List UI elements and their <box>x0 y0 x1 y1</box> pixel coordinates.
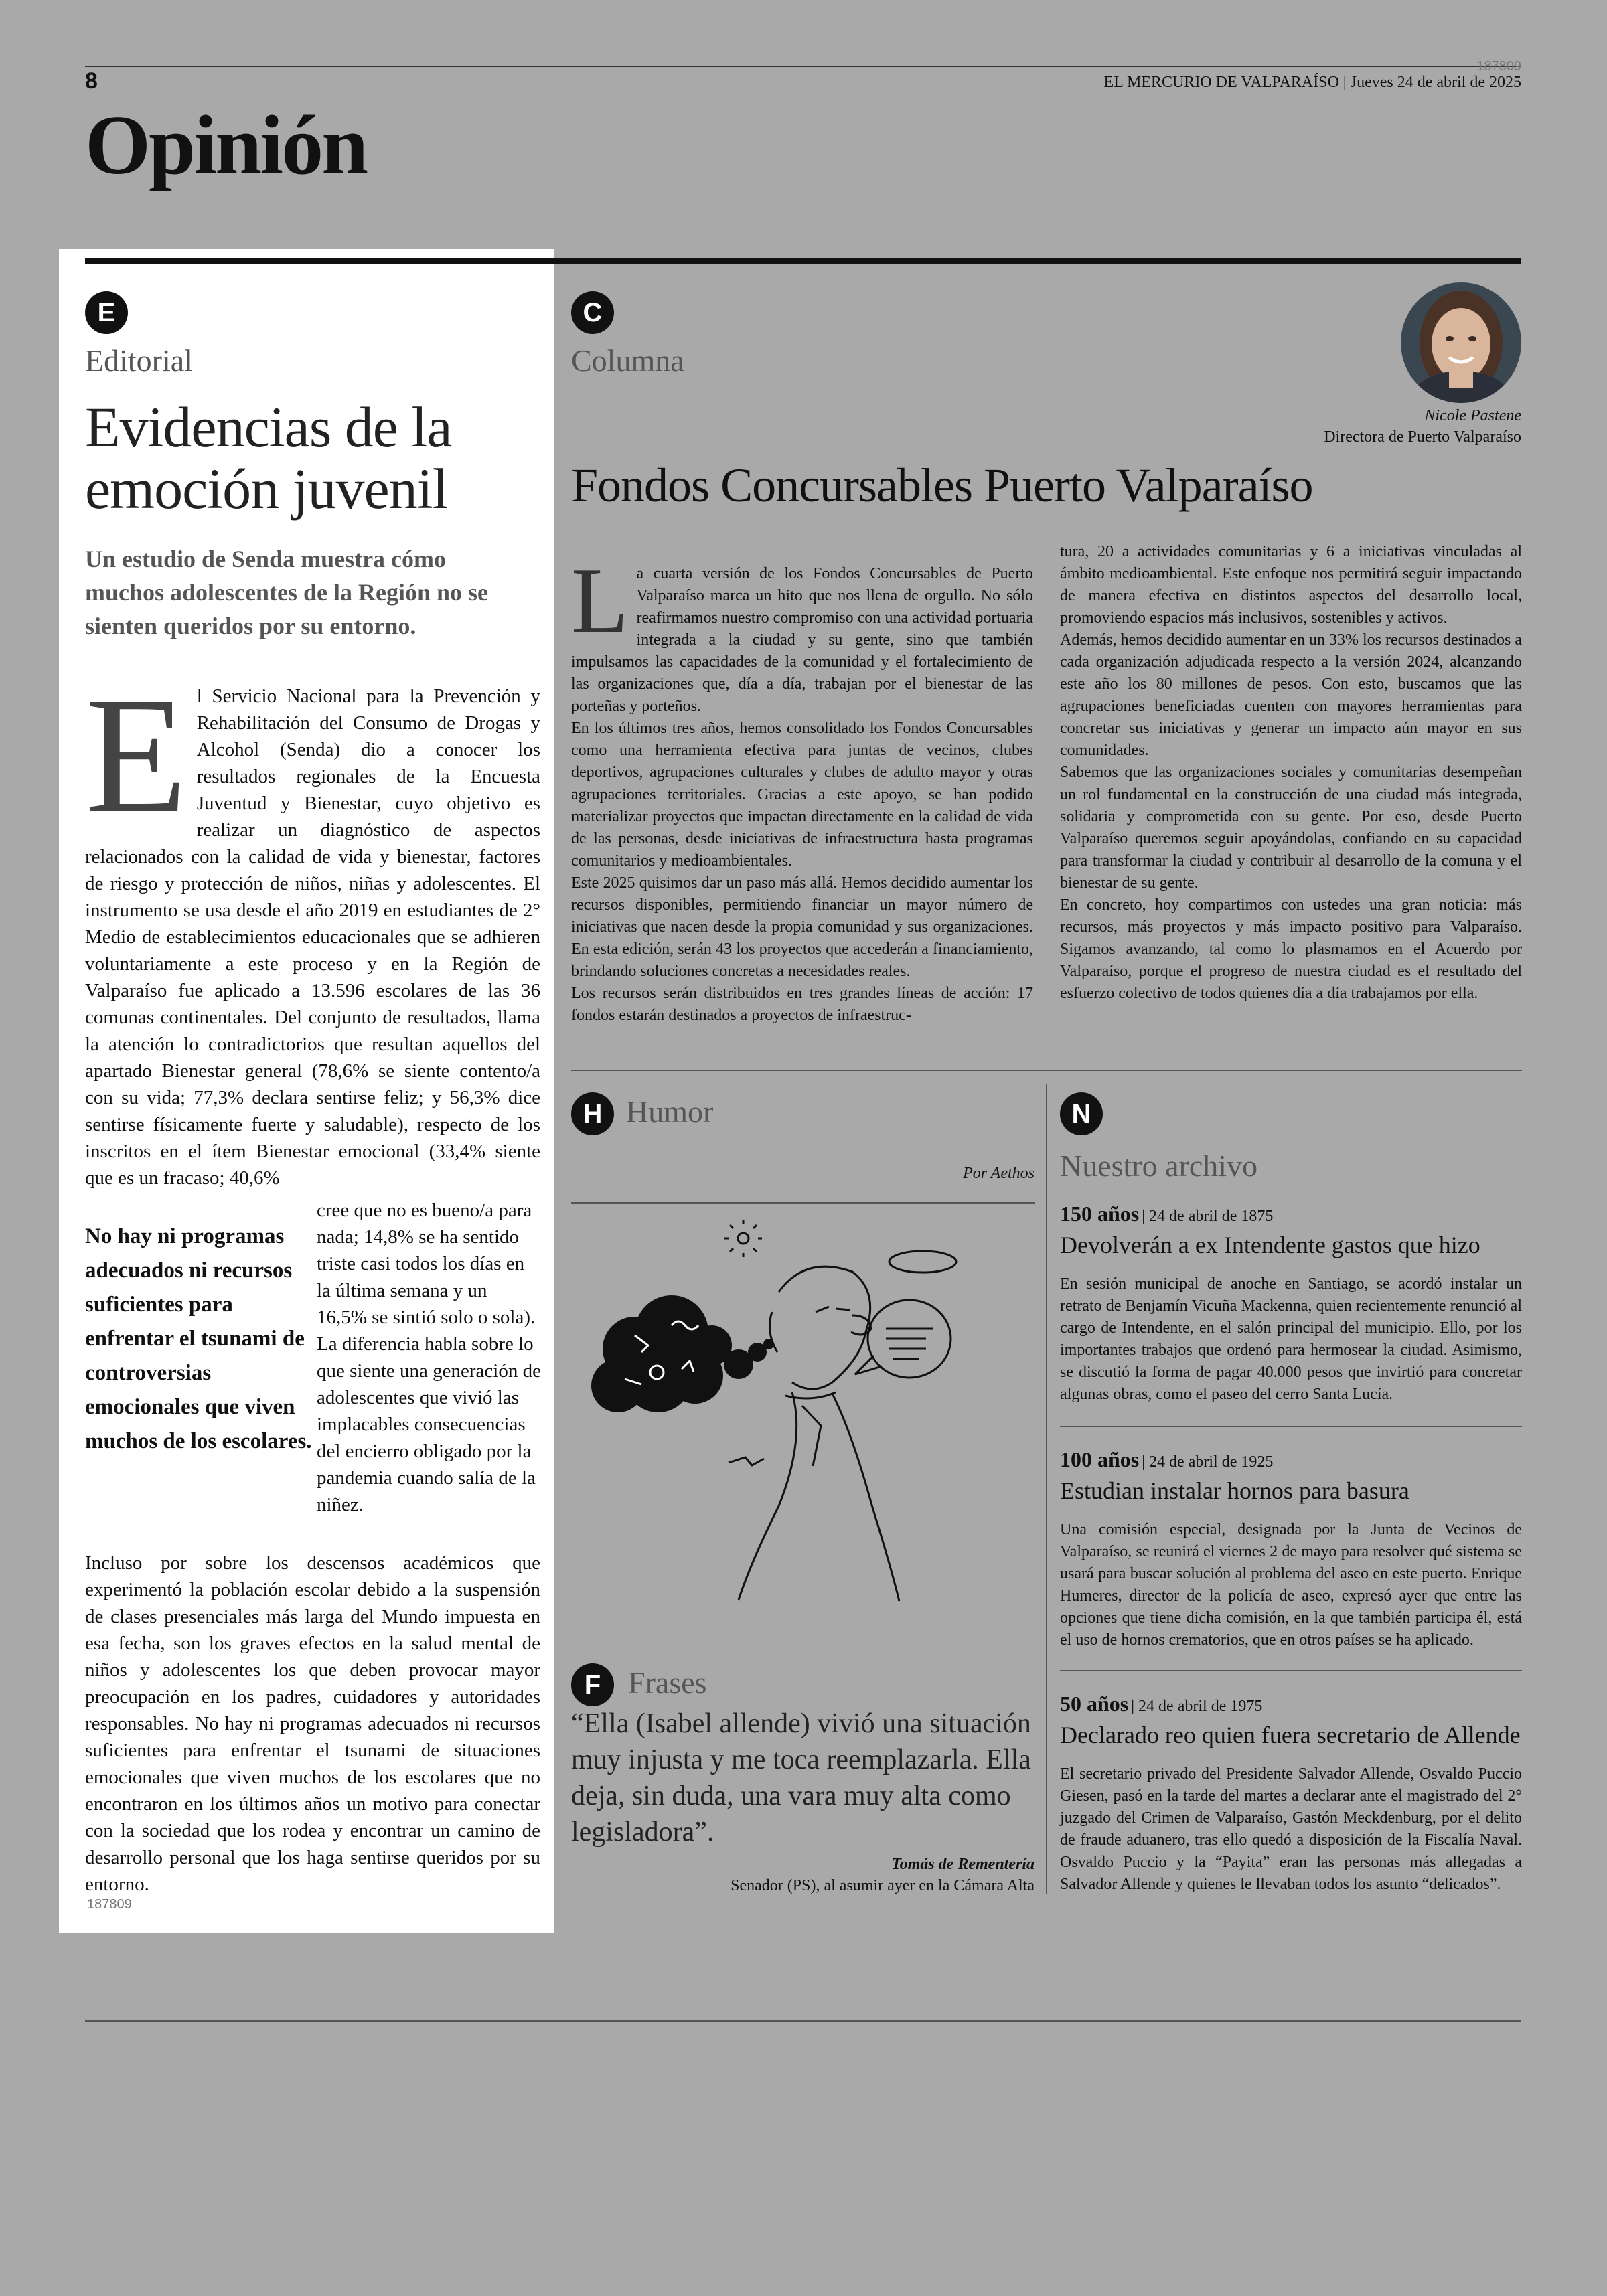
footer-rule <box>85 2020 1521 2022</box>
editorial-body-side: cree que no es bueno/a para nada; 14,8% se ha sentido triste casi todos los días en la última semana y un 16,5% se sintió solo o sola). La diferencia habla sobre lo que siente una generación de adolescentes que vivió las implacables consecuencias del encierro obligado por la pandemia cuando salía de la niñez. <box>317 1200 541 1515</box>
editorial-badge: E <box>85 291 128 334</box>
column-bottom-rule <box>571 1070 1522 1071</box>
column-divider <box>1046 1084 1047 1894</box>
archivo-kicker: Nuestro archivo <box>1060 1149 1258 1183</box>
archivo-item-date: | 24 de abril de 1925 <box>1142 1453 1274 1471</box>
archivo-rule-2 <box>1060 1670 1522 1671</box>
humor-kicker: Humor <box>626 1094 714 1129</box>
humor-rule <box>571 1202 1035 1204</box>
editorial-body-bottom: Incluso por sobre los descensos académicos que experimentó la población escolar debido a la suspensión de clases presenciales más larga del Mundo impuesta en esa fecha, son los graves efectos en la salud mental de niños y adolescentes los que deben provocar mayor preocupación en los padres, cuidadores y autoridades responsables. No hay ni programas adecuados ni recursos suficientes para enfrentar el tsunami de situaciones emocionales que viven muchos de los escolares que no encontraron en los últimos años un motivo para conectar con la sociedad que los rodea y encontrar un camino de desarrollo personal que los haga sentirse queridos por su entorno. <box>85 1552 540 1895</box>
section-title: Opinión <box>85 99 367 192</box>
column-dropcap: L <box>571 549 629 653</box>
editorial-dropcap: E <box>85 663 187 848</box>
archivo-item-date: | 24 de abril de 1875 <box>1142 1208 1274 1225</box>
frases-badge: F <box>571 1663 614 1706</box>
archivo-item-headline: Declarado reo quien fuera secretario de Allende <box>1060 1722 1521 1748</box>
editorial-lead: Un estudio de Senda muestra cómo muchos adolescentes de la Región no se sienten queridos por su entorno. <box>85 546 488 639</box>
archivo-badge: N <box>1060 1092 1103 1135</box>
archivo-item-years: 100 años <box>1060 1447 1140 1471</box>
frases-kicker: Frases <box>628 1665 707 1700</box>
column-author-name: Nicole Pastene <box>1424 407 1521 424</box>
humor-cartoon <box>571 1218 1035 1633</box>
editorial-title: Evidencias de la emoción juvenil <box>85 395 452 521</box>
editorial-pull-quote: No hay ni programas adecuados ni recursos suficientes para enfrentar el tsunami de controversias emocionales que viven muchos de los escolares. <box>85 1224 312 1453</box>
frases-quote: “Ella (Isabel allende) vivió una situación muy injusta y me toca reemplazarla. Ella deja, sin duda, una vara muy alta como legisladora”. <box>571 1708 1031 1848</box>
masthead: EL MERCURIO DE VALPARAÍSO | Jueves 24 de abril de 2025 <box>1103 74 1521 91</box>
editorial-body-top-text: l Servicio Nacional para la Prevención y Rehabilitación del Consumo de Drogas y Alcohol (Senda) dio a conocer los resultados regionales de la Encuesta Juventud y Bienestar, cuyo objetivo es realizar un diagnóstico de aspectos relacionados con la calidad de vida y bienestar, factores de riesgo y protección de niños, niñas y adolescentes. El instrumento se usa desde el año 2019 en estudiantes de 2° Medio de establecimientos educacionales que se adhieren voluntariamente a este proceso y en la Región de Valparaíso fue aplicado a 13.596 escolares de las 36 comunas continentales. Del conjunto de resultados, llama la atención lo contradictorios que resultan aquellos del apartado Bienestar general (78,6% se siente contento/a con su vida; 77,3% declara sentirse feliz; y 56,3% dice sentirse físicamente fuerte y saludable), respecto de los inscritos en el ítem Bienestar emocional (33,4% siente que es un fracaso; 40,6% <box>85 685 540 1189</box>
archivo-item-text: Una comisión especial, designada por la Junta de Vecinos de Valparaíso, se reunirá el viernes 2 de mayo para resolver qué sistema se usará para buscar solución al problema del aseo en este puerto. Enrique Humeres, director de la policía de aseo, expresó ayer que entre las opciones que tiene dicha comisión, en la que también participa él, está el uso de hornos crematorios, que en otros países se ha aplicado. <box>1060 1521 1522 1649</box>
header-id-code: 187809 <box>1476 59 1521 74</box>
archivo-item-2 <box>1060 1447 1522 1651</box>
frases-author: Tomás de Rementería <box>891 1856 1035 1873</box>
archivo-item-text: En sesión municipal de anoche en Santiago, se acordó instalar un retrato de Benjamín Vicuña Mackenna, quien recientemente renunció al cargo de Intendente, en el salón principal del municipio. Ello, por los importantes trabajos que ordenó para hermosear la ciudad. Asimismo, se discutió la forma de pagar 40.000 pesos que invirtió para concretar algunas obras, como el paseo del cerro Santa Lucía. <box>1060 1275 1522 1403</box>
column-right-text: tura, 20 a actividades comunitarias y 6 a iniciativas vinculadas al ámbito medioambiental. Este enfoque nos permitirá seguir impactando de manera efectiva en distintos aspectos del desarrollo local, promoviendo espacios más inclusivos, sostenibles y activos. Además, hemos decidido aumentar en un 33% los recursos destinados a cada organización adjudicada respecto a la versión 2024, alcanzando este año los 80 millones de pesos. Con esto, buscamos que las agrupaciones beneficiadas cuenten con mayores herramientas para concretar sus iniciativas y generar un impacto aún mayor en sus comunidades. Sabemos que las organizaciones sociales y comunitarias desempeñan un rol fundamental en la construcción de una ciudad más integrada, solidaria y comprometida con su gente. Por eso, desde Puerto Valparaíso queremos seguir apoyándolas, confiando en su capacidad para transformar la ciudad y contribuir al desarrollo de la comuna y el bienestar de su gente. En concreto, hoy compartimos con ustedes una gran noticia: más recursos, más proyectos y más impacto positivo para Valparaíso. Sigamos avanzando, tal como lo plasmamos en el Acuerdo por Valparaíso, porque el progreso de nuestra ciudad es el resultado del esfuerzo colectivo de todos quienes día a día trabajamos por ella. <box>1060 543 1522 1002</box>
header-rule <box>85 66 1521 67</box>
page-number: 8 <box>85 68 98 94</box>
editorial-kicker: Editorial <box>85 343 193 378</box>
humor-byline: Por Aethos <box>963 1165 1035 1182</box>
column-badge: C <box>571 291 614 334</box>
frases-role: Senador (PS), al asumir ayer en la Cámara Alta <box>731 1877 1035 1894</box>
archivo-rule-1 <box>1060 1426 1522 1427</box>
author-photo <box>1401 282 1521 403</box>
editorial-top-rule <box>85 258 554 264</box>
editorial-id-code: 187809 <box>87 1897 132 1912</box>
humor-badge: H <box>571 1092 614 1135</box>
column-author-role: Directora de Puerto Valparaíso <box>1324 428 1521 446</box>
archivo-item-headline: Devolverán a ex Intendente gastos que hizo <box>1060 1232 1480 1258</box>
archivo-item-years: 50 años <box>1060 1692 1129 1716</box>
column-kicker: Columna <box>571 343 684 378</box>
column-left-text <box>571 541 1033 1027</box>
archivo-item-3 <box>1060 1692 1522 1896</box>
archivo-item-date: | 24 de abril de 1975 <box>1131 1698 1263 1715</box>
editorial-body-top <box>85 663 540 1192</box>
archivo-item-1 <box>1060 1202 1522 1406</box>
archivo-item-years: 150 años <box>1060 1202 1140 1226</box>
author-photo-image <box>1401 282 1521 403</box>
archivo-item-headline: Estudian instalar hornos para basura <box>1060 1477 1409 1504</box>
cartoon-illustration <box>571 1218 1035 1633</box>
column-left-text-body: a cuarta versión de los Fondos Concursables de Puerto Valparaíso marca un hito que nos llena de orgullo. No sólo reafirmamos nuestro compromiso con una actividad portuaria integrada a la ciudad y su gente, sino que también impulsamos las capacidades de la comunidad y el fortalecimiento de las organizaciones que, día a día, trabajan por el bienestar de las porteñas y porteños. En los últimos tres años, hemos consolidado los Fondos Concursables como una herramienta efectiva para juntas de vecinos, clubes deportivos, agrupaciones culturales y clubes de adulto mayor y otras agrupaciones territoriales. Gracias a este apoyo, se han podido materializar proyectos que impactan directamente en la calidad de vida de las personas, desde iniciativas de infraestructura hasta programas comunitarios y medioambientales. Este 2025 quisimos dar un paso más allá. Hemos decidido aumentar los recursos disponibles, permitiendo financiar un mayor número de iniciativas que nacen desde la propia comunidad y sus organizaciones. En esta edición, serán 43 los proyectos que accederán a financiamiento, brindando soluciones concretas a necesidades reales. Los recursos serán distribuidos en tres grandes líneas de acción: 17 fondos estarán destinados a proyectos de infraestruc- <box>571 565 1033 1024</box>
column-title: Fondos Concursables Puerto Valparaíso <box>571 459 1313 512</box>
archivo-item-text: El secretario privado del Presidente Salvador Allende, Osvaldo Puccio Giesen, pasó en la tarde del martes a declarar ante el magistrado del 2° juzgado del Crimen de Valparaíso, Gastón Meckdenburg, por el delito de fraude aduanero, tras ello quedó a disposición de la Fiscalía Naval. Osvaldo Puccio y la “Payita” eran las personas más allegadas a Salvador Allende y quienes le llevaban todos los asunto “delicados”. <box>1060 1765 1522 1893</box>
